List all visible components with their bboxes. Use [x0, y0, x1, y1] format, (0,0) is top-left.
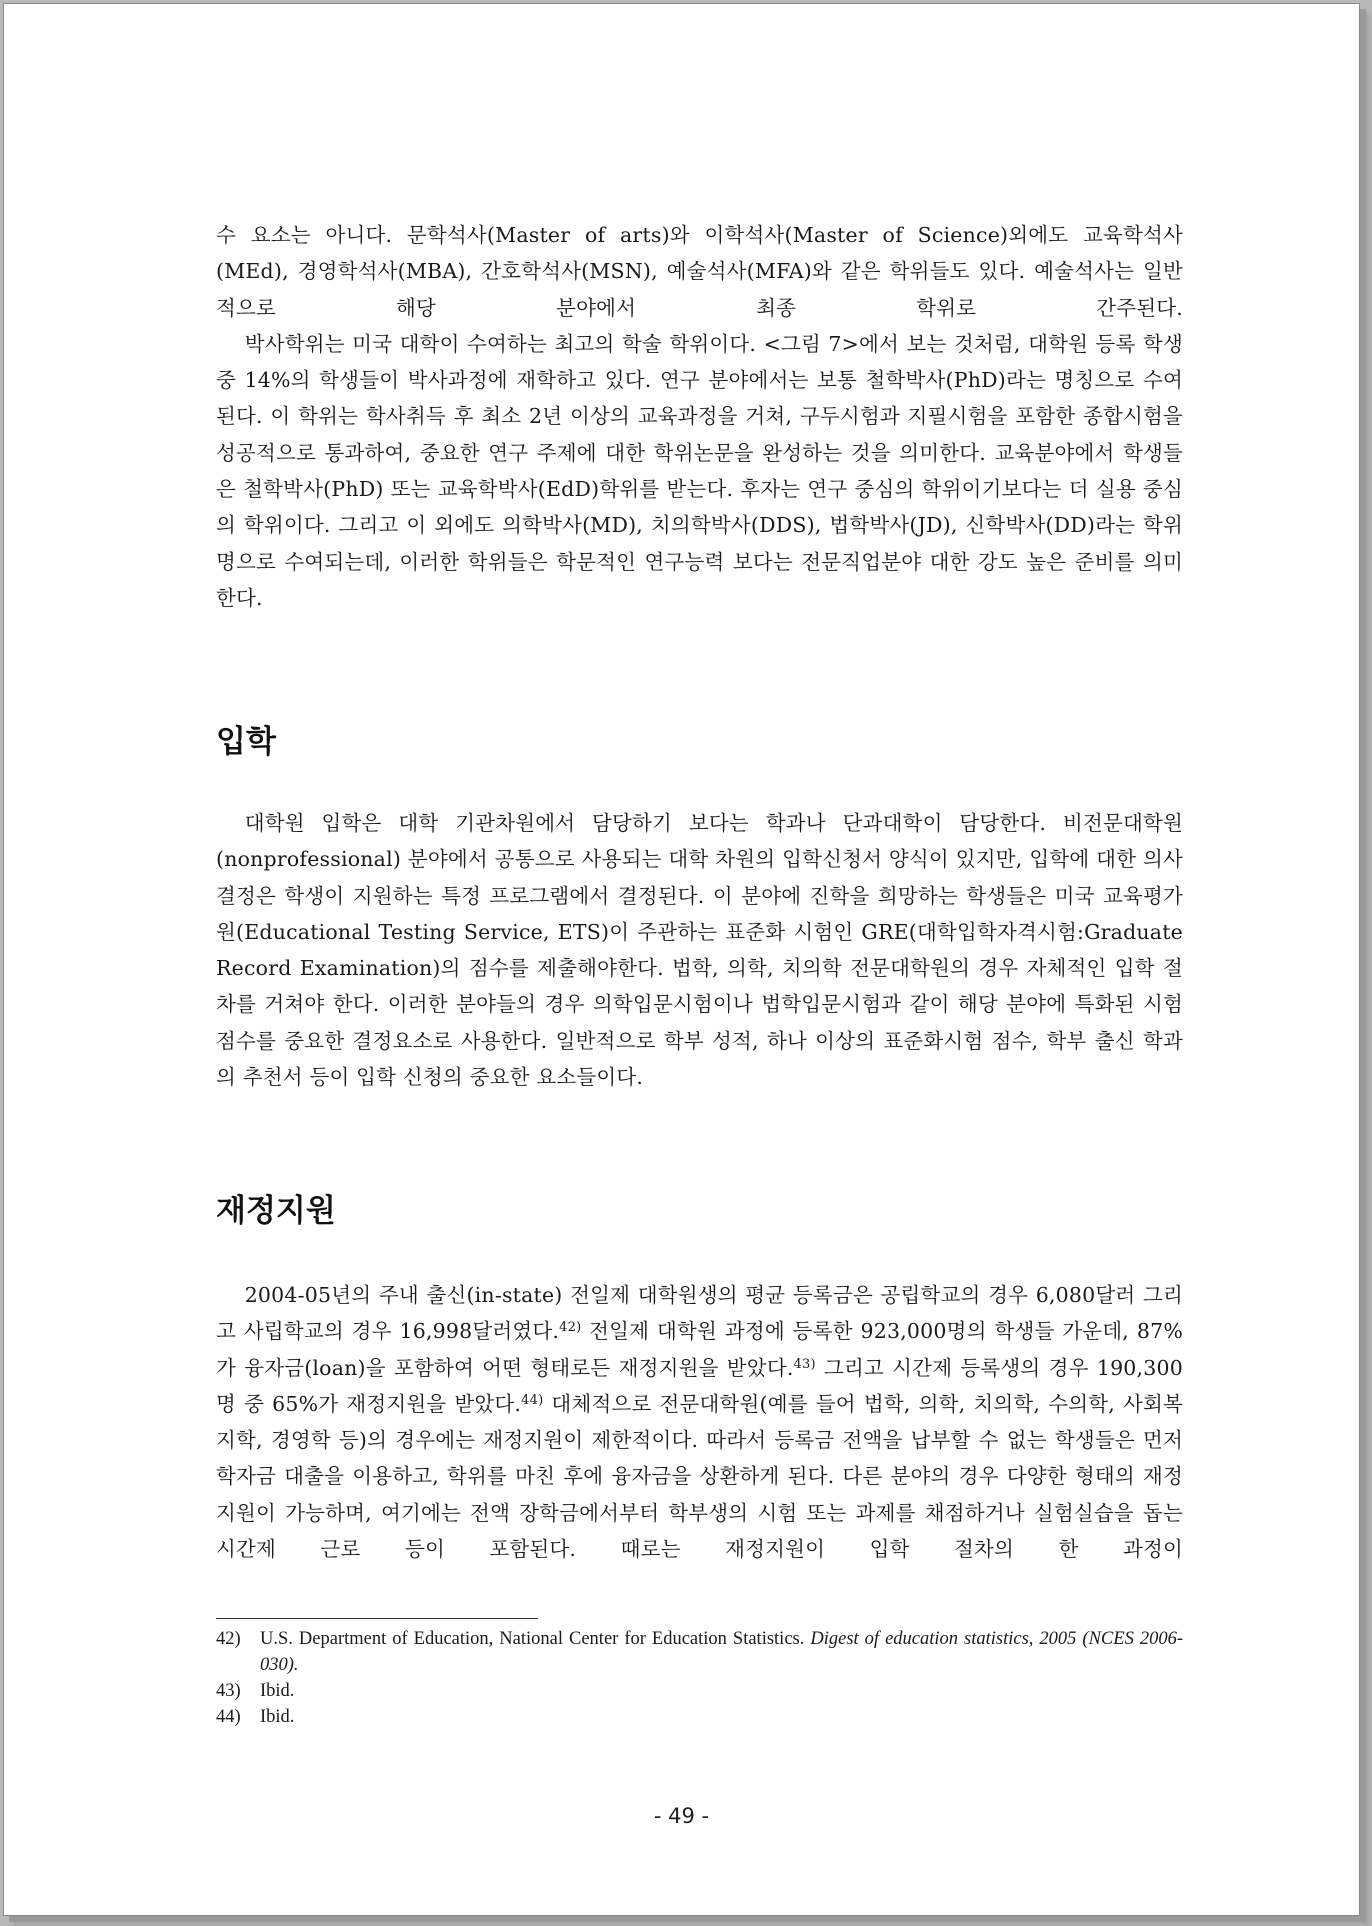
footnote-citation: U.S. Department of Education, National Center for Education Statistics.	[260, 1629, 811, 1649]
footnote-divider	[216, 1618, 538, 1619]
finance-section	[216, 1277, 1183, 1567]
intro-paragraph-2: 박사학위는 미국 대학이 수여하는 최고의 학술 학위이다. <그림 7>에서 보는 것처럼, 대학원 등록 학생 중 14%의 학생들이 박사과정에 재학하고 있다. 연구 분야에서는 보통 철학박사(PhD)라는 명칭으로 수여된다. 이 학위는 학사취득 후 최소 2년 이상의 교육과정을 거쳐, 구두시험과 지필시험을 포함한 종합시험을 성공적으로 통과하여, 중요한 연구 주제에 대한 학위논문을 완성하는 것을 의미한다. 교육분야에서 학생들은 철학박사(PhD) 또는 교육학박사(EdD)학위를 받는다. 후자는 연구 중심의 학위이기보다는 더 실용 중심의 학위이다. 그리고 이 외에도 의학박사(MD), 치의학박사(DDS), 법학박사(JD), 신학박사(DD)라는 학위명으로 수여되는데, 이러한 학위들은 학문적인 연구능력 보다는 전문직업분야 대한 강도 높은 준비를 의미한다.	[216, 331, 1183, 610]
footnote-number: 44)	[216, 1707, 241, 1727]
footnote-ref-44[interactable]: 44)	[521, 1392, 544, 1408]
finance-heading: 재정지원	[216, 1193, 336, 1229]
intro-paragraph-1: 수 요소는 아니다. 문학석사(Master of arts)와 이학석사(Master of Science)외에도 교육학석사(MEd), 경영학석사(MBA), 간호학석사(MSN), 예술석사(MFA)와 같은 학위들도 있다. 예술석사는 일반적으로 해당 분야에서 최종 학위로 간주된다.	[216, 223, 1183, 320]
page-number: - 49 -	[653, 1804, 710, 1828]
finance-text-b: 전일제 대학원 과정에 등록한 923,000명의 학생들 가운데, 87%가 융자금(loan)을 포함하여 어떤 형태로든 재정지원을 받았다.	[216, 1319, 1183, 1380]
admission-section	[216, 805, 1183, 1095]
footnote-43	[216, 1678, 1183, 1704]
admission-paragraph: 대학원 입학은 대학 기관차원에서 담당하기 보다는 학과나 단과대학이 담당한다. 비전문대학원(nonprofessional) 분야에서 공통으로 사용되는 대학 차원의 입학신청서 양식이 있지만, 입학에 대한 의사결정은 학생이 지원하는 특정 프로그램에서 결정된다. 이 분야에 진학을 희망하는 학생들은 미국 교육평가원(Educational Testing Service, ETS)이 주관하는 표준화 시험인 GRE(대학입학자격시험:Graduate Record Examination)의 점수를 제출해야한다. 법학, 의학, 치의학 전문대학원의 경우 자체적인 입학 절차를 거쳐야 한다. 이러한 분야들의 경우 의학입문시험이나 법학입문시험과 같이 해당 분야에 특화된 시험 점수를 중요한 결정요소로 사용한다. 일반적으로 학부 성적, 하나 이상의 표준화시험 점수, 학부 출신 학과의 추천서 등이 입학 신청의 중요한 요소들이다.	[216, 811, 1183, 1090]
finance-text-a: 2004-05년의 주내 출신(in-state) 전일제 대학원생의 평균 등록금은 공립학교의 경우 6,080달러 그리고 사립학교의 경우 16,998달러였다.	[216, 1283, 1183, 1344]
finance-text-c: 그리고 시간제 등록생의 경우 190,300명 중 65%가 재정지원을 받았다.	[216, 1355, 1183, 1416]
footnote-text: Ibid.	[260, 1707, 295, 1727]
finance-text-d: 대체적으로 전문대학원(예를 들어 법학, 의학, 치의학, 수의학, 사회복지학, 경영학 등)의 경우에는 재정지원이 제한적이다. 따라서 등록금 전액을 납부할 수 없는 학생들은 먼저 학자금 대출을 이용하고, 학위를 마친 후에 융자금을 상환하게 된다. 다른 분야의 경우 다양한 형태의 재정 지원이 가능하며, 여기에는 전액 장학금에서부터 학부생의 시험 또는 과제를 채점하거나 실험실습을 돕는 시간제 근로 등이 포함된다. 때로는 재정지원이 입학 절차의 한 과정이	[216, 1391, 1183, 1562]
footnote-number: 43)	[216, 1681, 241, 1701]
footnote-title: Digest of education statistics, 2005 (NCES 2006-030).	[260, 1629, 1183, 1675]
finance-paragraph	[216, 1277, 1183, 1567]
footnote-42	[216, 1626, 1183, 1678]
footnote-44	[216, 1704, 1183, 1730]
document-page	[3, 3, 1360, 1916]
footnote-text	[260, 1626, 1183, 1678]
footnote-ref-43[interactable]: 43)	[793, 1356, 816, 1372]
footnote-ref-42[interactable]: 42)	[559, 1320, 582, 1336]
footnote-text: Ibid.	[260, 1681, 295, 1701]
footnotes	[216, 1626, 1183, 1730]
admission-heading: 입학	[216, 724, 276, 760]
intro-section	[216, 217, 1183, 616]
footnote-number: 42)	[216, 1629, 241, 1649]
